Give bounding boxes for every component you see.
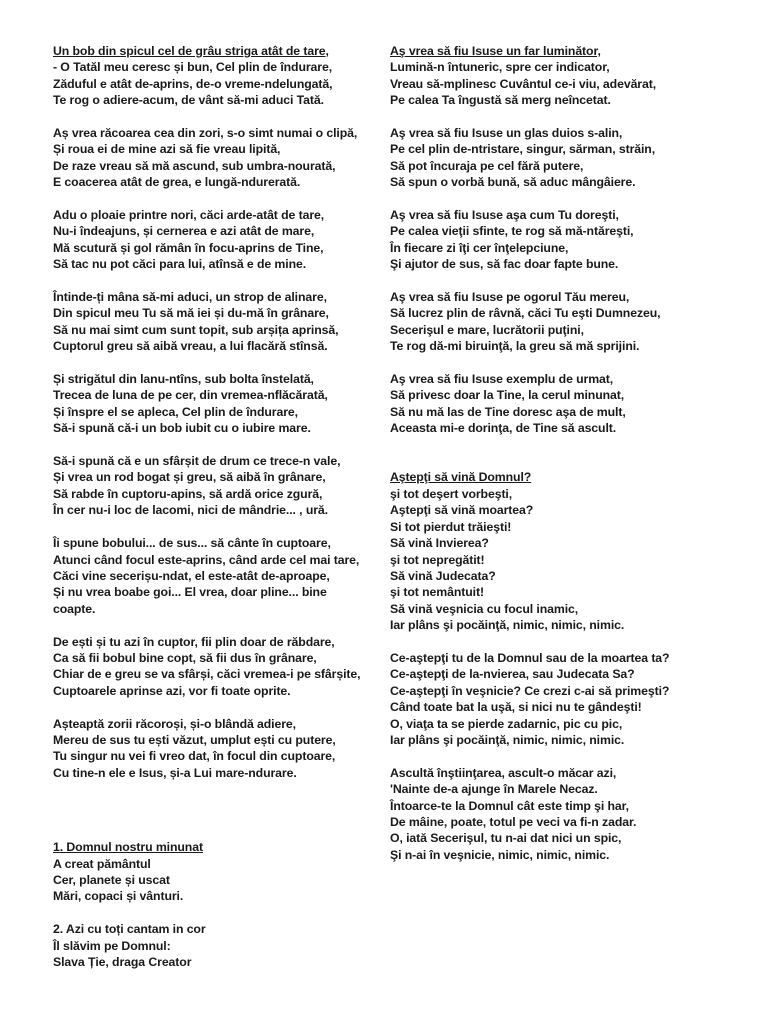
song-line: Slava Ție, draga Creator [53, 954, 192, 969]
poem-line: Adu o ploaie printre nori, căci arde-atât de tare, [53, 208, 325, 223]
poem-line: Să rabde în cuptoru-apins, să ardă orice zgură, [53, 486, 323, 501]
poem-line: Aș vrea răcoarea cea din zori, s-o simt numai o clipă, [53, 126, 358, 141]
poem-line: Ce-aştepţi de la-nvierea, sau Judecata Sa? [390, 667, 635, 682]
poem-line: Ascultă înştiinţarea, ascult-o măcar azi, [390, 765, 617, 780]
stanza [390, 207, 720, 273]
stanza [53, 125, 373, 191]
left-stanzas [53, 59, 373, 781]
song-section [53, 839, 373, 970]
poem-line: Să vină Invierea? [390, 536, 489, 551]
poem-line: În cer nu-i loc de lacomi, nici de mândrie... , ură. [53, 503, 328, 518]
poem-line: Să pot încuraja pe cel fără putere, [390, 158, 584, 173]
stanza [53, 289, 373, 355]
poem-line: Secerişul e mare, lucrătorii puţini, [390, 322, 584, 337]
right-poem2-stanzas [390, 486, 720, 863]
poem-line: Să spun o vorbă bună, să aduc mângâiere. [390, 175, 636, 190]
poem-line: De raze vreau să mă ascund, sub umbra-nourată, [53, 158, 336, 173]
poem-line: Cuptoarele aprinse azi, vor fi toate oprite. [53, 683, 291, 698]
stanza [390, 371, 720, 437]
stanza [390, 486, 720, 634]
poem-line: Căci vine secerișu-ndat, el este-atât de-aproape, [53, 568, 330, 583]
poem-line: Să vină veşnicia cu focul inamic, [390, 601, 579, 616]
poem-line: Aştepţi să vină moartea? [390, 503, 534, 518]
poem-line: Aş vrea să fiu Isuse un glas duios s-alin, [390, 126, 623, 141]
poem-line: Mereu de sus tu ești văzut, umplut ești cu putere, [53, 732, 336, 747]
poem-line: Mă scutură și gol rămân în focu-aprins de Tine, [53, 240, 324, 255]
poem-line: Întoarce-te la Domnul cât este timp şi har, [390, 798, 629, 813]
poem-line: Lumină-n întuneric, spre cer indicator, [390, 60, 610, 75]
song-verse1-title: 1. Domnul nostru minunat [53, 840, 203, 855]
poem-line: Și nu vrea boabe goi... El vrea, doar pline... bine [53, 585, 327, 600]
stanza [53, 535, 373, 617]
poem-title-left: Un bob din spicul cel de grâu striga atât de tare, [53, 44, 329, 58]
stanza [53, 716, 373, 782]
poem-line: şi tot deşert vorbeşti, [390, 486, 513, 501]
poem-line: Vreau să-mplinesc Cuvântul ce-i viu, adevărat, [390, 76, 657, 91]
poem-line: De mâine, poate, totul pe veci va fi-n zadar. [390, 814, 637, 829]
stanza [390, 765, 720, 863]
poem-line: coapte. [53, 601, 96, 616]
poem-line: Când toate bat la uşă, si nici nu te gândeşti! [390, 700, 642, 715]
poem-line: Și vrea un rod bogat și greu, să aibă în grânare, [53, 470, 326, 485]
stanza [53, 59, 373, 108]
poem-line: Zăduful e atât de-aprins, de-o vreme-ndelungată, [53, 76, 333, 91]
poem-line: Și strigătul din lanu-ntîns, sub bolta înstelată, [53, 372, 314, 387]
poem-line: Aceasta mi-e dorinţa, de Tine să ascult. [390, 421, 617, 436]
poem-line: Cu tine-n ele e Isus, și-a Lui mare-ndurare. [53, 765, 297, 780]
song-line: Mări, copaci și vânturi. [53, 889, 184, 904]
left-column [53, 43, 373, 970]
poem-line: Să privesc doar la Tine, la cerul minunat, [390, 388, 625, 403]
poem-line: Aş vrea să fiu Isuse pe ogorul Tău mereu, [390, 290, 630, 305]
poem-line: Şi n-ai în veşnicie, nimic, nimic, nimic. [390, 847, 610, 862]
poem-line: Trecea de luna de pe cer, din vremea-nflăcărată, [53, 388, 328, 403]
poem-line: - O Tatăl meu ceresc și bun, Cel plin de îndurare, [53, 60, 333, 75]
poem-line: Să-i spună că-i un bob iubit cu o iubire mare. [53, 421, 311, 436]
poem-line: O, iată Secerişul, tu n-ai dat nici un spic, [390, 831, 622, 846]
poem-line: Chiar de e greu se va sfârși, căci vremea-i pe sfârșite, [53, 667, 361, 682]
poem-line: şi tot nepregătit! [390, 552, 485, 567]
poem-line: Atunci când focul este-aprins, când arde cel mai tare, [53, 552, 360, 567]
poem-line: Ca să fii bobul bine copt, să fii dus în grânare, [53, 650, 317, 665]
stanza [53, 453, 373, 519]
poem-line: De ești și tu azi în cuptor, fii plin doar de răbdare, [53, 634, 335, 649]
poem-line: Să-i spună că e un sfârșit de drum ce trece-n vale, [53, 454, 341, 469]
poem-line: Aş vrea să fiu Isuse exemplu de urmat, [390, 372, 614, 387]
poem-line: Și înspre el se apleca, Cel plin de îndurare, [53, 404, 298, 419]
song-line: Îl slăvim pe Domnul: [53, 938, 171, 953]
poem-line: O, viaţa ta se pierde zadarnic, pic cu pic, [390, 716, 623, 731]
poem-line: Nu-i îndeajuns, și cernerea e azi atât de mare, [53, 224, 315, 239]
poem-line: Pe calea vieţii sfinte, te rog să mă-ntăreşti, [390, 224, 634, 239]
poem-line: Iar plâns şi pocăinţă, nimic, nimic, nimic. [390, 618, 625, 633]
right-column [390, 43, 720, 863]
poem-line: Tu singur nu vei fi vreo dat, în focul din cuptoare, [53, 749, 336, 764]
right-poem1-stanzas [390, 59, 720, 436]
stanza [53, 634, 373, 700]
song-verse2 [53, 921, 373, 970]
poem-line: Pe calea Ta îngustă să merg neîncetat. [390, 93, 611, 108]
poem-line: Pe cel plin de-ntristare, singur, sărman, străin, [390, 142, 656, 157]
poem-line: Iar plâns şi pocăinţă, nimic, nimic, nimic. [390, 732, 625, 747]
poem-line: Din spicul meu Tu să mă iei și du-mă în grânare, [53, 306, 329, 321]
poem-line: Si tot pierdut trăieşti! [390, 519, 512, 534]
stanza [390, 650, 720, 748]
poem-line: Îi spune bobului... de sus... să cânte în cuptoare, [53, 536, 331, 551]
poem-line: Să nu mai simt cum sunt topit, sub arșița aprinsă, [53, 322, 339, 337]
poem-line: Te rog o adiere-acum, de vânt să-mi aduci Tată. [53, 93, 324, 108]
stanza [390, 125, 720, 191]
poem-line: 'Nainte de-a ajunge în Marele Necaz. [390, 782, 598, 797]
poem-line: Ce-aştepţi în veşnicie? Ce crezi c-ai să primeşti? [390, 683, 670, 698]
poem-line: În fiecare zi îţi cer înţelepciune, [390, 240, 569, 255]
song-verse1 [53, 856, 373, 905]
poem-line: Te rog dă-mi biruinţă, la greu să mă sprijini. [390, 339, 640, 354]
stanza [390, 289, 720, 355]
stanza [53, 371, 373, 437]
song-line: 2. Azi cu toți cantam in cor [53, 922, 206, 937]
poem-line: Să lucrez plin de râvnă, căci Tu eşti Dumnezeu, [390, 306, 661, 321]
poem-line: Și roua ei de mine azi să fie vreau lipită, [53, 142, 281, 157]
song-line: A creat pământul [53, 856, 151, 871]
song-line: Cer, planete și uscat [53, 872, 170, 887]
poem-line: Cuptorul greu să aibă vreau, a lui flacără stînsă. [53, 339, 328, 354]
poem-line: Aş vrea să fiu Isuse aşa cum Tu doreşti, [390, 208, 619, 223]
poem-line: Întinde-ți mâna să-mi aduci, un strop de alinare, [53, 290, 327, 305]
stanza [53, 207, 373, 273]
poem1-title-right: Aş vrea să fiu Isuse un far luminător, [390, 44, 601, 58]
poem2-title-right: Aştepţi să vină Domnul? [390, 470, 532, 485]
poem-line: şi tot nemântuit! [390, 585, 484, 600]
poem-line: Să vină Judecata? [390, 568, 496, 583]
poem-line: Așteaptă zorii răcoroși, și-o blândă adiere, [53, 716, 296, 731]
poem-line: E coacerea atât de grea, e lungă-ndurerată. [53, 175, 301, 190]
poem-line: Să nu mă las de Tine doresc aşa de mult, [390, 404, 626, 419]
poem-line: Ce-aştepţi tu de la Domnul sau de la moartea ta? [390, 650, 670, 665]
stanza [390, 59, 720, 108]
poem-line: Să tac nu pot căci para lui, atînsă e de mine. [53, 257, 307, 272]
poem-line: Şi ajutor de sus, să fac doar fapte bune. [390, 257, 619, 272]
